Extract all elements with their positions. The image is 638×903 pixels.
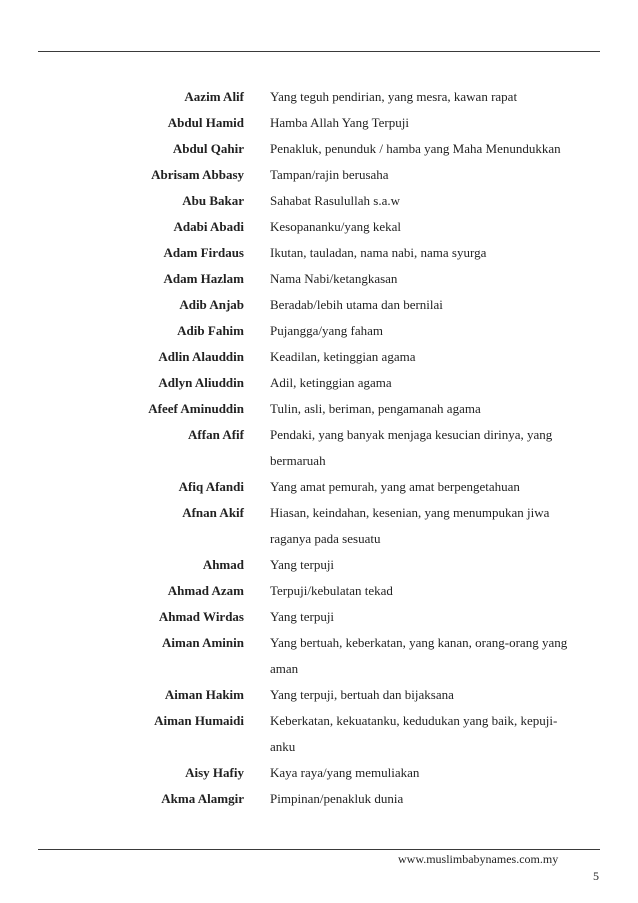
entry-meaning: Tulin, asli, beriman, pengamanah agama bbox=[270, 401, 481, 416]
entry-meaning: Pimpinan/penakluk dunia bbox=[270, 791, 404, 806]
entry-name: Adam Hazlam bbox=[163, 271, 244, 286]
entry-name: Abdul Hamid bbox=[167, 115, 244, 130]
entry-meaning: Nama Nabi/ketangkasan bbox=[270, 271, 398, 286]
name-entry bbox=[0, 240, 638, 266]
name-entry bbox=[0, 422, 638, 474]
entry-name: Aazim Alif bbox=[184, 89, 244, 104]
entry-meaning: Terpuji/kebulatan tekad bbox=[270, 583, 393, 598]
entry-name: Aiman Humaidi bbox=[154, 713, 244, 728]
name-entry bbox=[0, 552, 638, 578]
entry-name: Ahmad bbox=[202, 557, 244, 572]
entry-name: Abdul Qahir bbox=[172, 141, 244, 156]
name-entry bbox=[0, 110, 638, 136]
name-entry bbox=[0, 474, 638, 500]
name-entry bbox=[0, 682, 638, 708]
entry-meaning: Yang teguh pendirian, yang mesra, kawan rapat bbox=[270, 89, 518, 104]
name-entry bbox=[0, 266, 638, 292]
name-entry bbox=[0, 370, 638, 396]
name-entry bbox=[0, 630, 638, 682]
bottom-rule bbox=[38, 849, 600, 850]
entry-meaning: Kaya raya/yang memuliakan bbox=[270, 765, 420, 780]
entry-meaning: Yang terpuji bbox=[270, 557, 335, 572]
entry-name: Aiman Hakim bbox=[164, 687, 244, 702]
entry-meaning: Hamba Allah Yang Terpuji bbox=[270, 115, 409, 130]
entry-name: Ahmad Wirdas bbox=[158, 609, 244, 624]
entry-name: Afnan Akif bbox=[182, 505, 244, 520]
entry-name: Akma Alamgir bbox=[161, 791, 244, 806]
name-entry bbox=[0, 188, 638, 214]
entry-meaning: Adil, ketinggian agama bbox=[270, 375, 392, 390]
entry-meaning: Keberkatan, kekuatanku, kedudukan yang baik, kepuji-anku bbox=[270, 713, 558, 754]
name-entry bbox=[0, 604, 638, 630]
name-entry bbox=[0, 84, 638, 110]
entry-name: Afeef Aminuddin bbox=[148, 401, 244, 416]
entry-name: Adib Fahim bbox=[177, 323, 244, 338]
entry-name: Abrisam Abbasy bbox=[151, 167, 244, 182]
entry-name: Ahmad Azam bbox=[167, 583, 244, 598]
entry-meaning: Pujangga/yang faham bbox=[270, 323, 383, 338]
name-entry bbox=[0, 578, 638, 604]
entry-meaning: Yang amat pemurah, yang amat berpengetahuan bbox=[270, 479, 520, 494]
entry-name: Adlin Alauddin bbox=[158, 349, 244, 364]
entry-name: Adam Firdaus bbox=[163, 245, 244, 260]
entry-name: Aiman Aminin bbox=[162, 635, 244, 650]
entry-meaning: Pendaki, yang banyak menjaga kesucian dirinya, yang bermaruah bbox=[270, 427, 553, 468]
name-entry bbox=[0, 136, 638, 162]
name-entry bbox=[0, 344, 638, 370]
name-entry bbox=[0, 162, 638, 188]
entry-name: Afiq Afandi bbox=[178, 479, 244, 494]
top-rule bbox=[38, 51, 600, 52]
name-entry bbox=[0, 708, 638, 760]
page-number: 5 bbox=[593, 869, 599, 883]
entry-meaning: Kesopananku/yang kekal bbox=[270, 219, 402, 234]
entry-meaning: Hiasan, keindahan, kesenian, yang menumpukan jiwa raganya pada sesuatu bbox=[270, 505, 550, 546]
name-entry bbox=[0, 214, 638, 240]
entry-name: Abu Bakar bbox=[182, 193, 244, 208]
entry-name: Affan Afif bbox=[188, 427, 244, 442]
entry-meaning: Beradab/lebih utama dan bernilai bbox=[270, 297, 443, 312]
name-entry bbox=[0, 292, 638, 318]
entry-meaning: Yang terpuji bbox=[270, 609, 335, 624]
entry-meaning: Tampan/rajin berusaha bbox=[270, 167, 389, 182]
entry-meaning: Yang bertuah, keberkatan, yang kanan, orang-orang yang aman bbox=[270, 635, 568, 676]
entry-meaning: Penakluk, penunduk / hamba yang Maha Menundukkan bbox=[270, 141, 561, 156]
entry-name: Adib Anjab bbox=[179, 297, 244, 312]
name-entry bbox=[0, 318, 638, 344]
entry-name: Adlyn Aliuddin bbox=[158, 375, 244, 390]
name-entry bbox=[0, 396, 638, 422]
entry-name: Adabi Abadi bbox=[173, 219, 244, 234]
name-list bbox=[0, 84, 638, 812]
name-entry bbox=[0, 500, 638, 552]
footer-url[interactable]: www.muslimbabynames.com.my bbox=[398, 852, 559, 866]
entry-meaning: Sahabat Rasulullah s.a.w bbox=[270, 193, 400, 208]
name-entry bbox=[0, 786, 638, 812]
entry-meaning: Keadilan, ketinggian agama bbox=[270, 349, 416, 364]
name-entry bbox=[0, 760, 638, 786]
entry-meaning: Ikutan, tauladan, nama nabi, nama syurga bbox=[270, 245, 487, 260]
entry-name: Aisy Hafiy bbox=[185, 765, 244, 780]
entry-meaning: Yang terpuji, bertuah dan bijaksana bbox=[270, 687, 454, 702]
